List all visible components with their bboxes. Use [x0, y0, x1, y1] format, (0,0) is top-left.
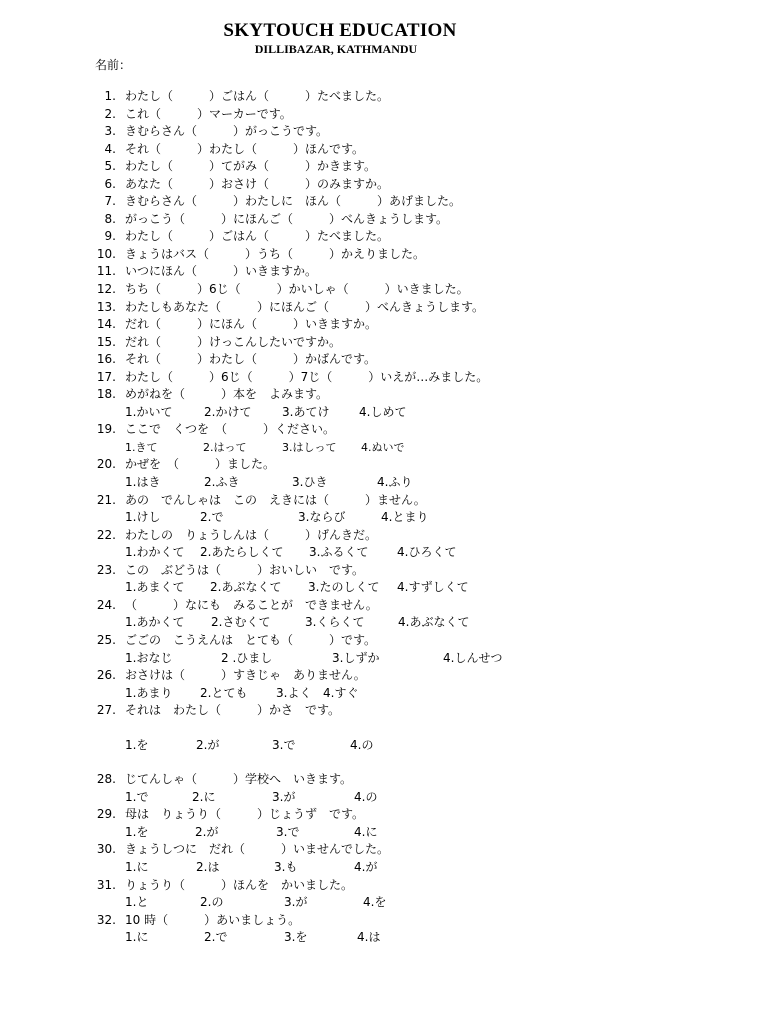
- question-number: 2.: [104, 106, 116, 121]
- question-item: [0, 492, 768, 510]
- question-text: きょうはバス（ ）うち（ ）かえりました。: [125, 246, 426, 261]
- answer-option: 3.ふるくて: [309, 545, 369, 560]
- question-number: 23.: [96, 562, 116, 577]
- question-number: 11.: [96, 264, 116, 279]
- answer-option: 3.くらくて: [305, 615, 365, 630]
- question-text: わたし（ ）6じ（ ）7じ（ ）いえが…みました。: [125, 369, 489, 384]
- answer-option: 4.は: [357, 930, 381, 945]
- question-item: [0, 421, 768, 439]
- answer-options: [0, 439, 768, 457]
- question-item: [0, 141, 768, 159]
- question-number: 29.: [96, 807, 116, 822]
- answer-option: 2.に: [192, 789, 216, 804]
- answer-option: 4.ふり: [377, 475, 413, 490]
- question-item: [0, 667, 768, 685]
- answer-option: 3.あてけ: [282, 404, 330, 419]
- answer-option: 3.ならび: [298, 510, 346, 525]
- answer-option: 2 .ひまし: [221, 650, 273, 665]
- question-text: じてんしゃ（ ）学校へ いきます。: [125, 772, 353, 787]
- question-number: 20.: [96, 457, 116, 472]
- answer-option: 2.ふき: [204, 475, 240, 490]
- question-text: 母は りょうり（ ）じょうず です。: [125, 807, 365, 822]
- question-item: [0, 193, 768, 211]
- answer-option: 2.の: [200, 895, 224, 910]
- question-text: それは わたし（ ）かさ です。: [125, 703, 341, 718]
- answer-option: 1.けし: [125, 510, 161, 525]
- question-item: [0, 123, 768, 141]
- document-title: SKYTOUCH EDUCATION: [223, 20, 457, 41]
- question-item: [0, 263, 768, 281]
- answer-option: 3.も: [274, 859, 298, 874]
- question-number: 14.: [96, 317, 116, 332]
- name-label: 名前：: [95, 58, 132, 72]
- question-item: [0, 597, 768, 615]
- answer-option: 2.はって: [203, 440, 247, 454]
- document-subtitle: DILLIBAZAR, KATHMANDU: [254, 42, 418, 56]
- answer-option: 4.しんせつ: [443, 650, 503, 665]
- question-item: [0, 106, 768, 124]
- answer-options: [0, 474, 768, 492]
- question-text: それ（ ）わたし（ ）ほんです。: [125, 141, 365, 156]
- question-text: この ぶどうは（ ）おいしい です。: [125, 562, 365, 577]
- answer-option: 1.きて: [125, 440, 158, 454]
- question-text: わたし（ ）ごはん（ ）たべました。: [125, 89, 390, 103]
- answer-option: 2.で: [200, 510, 224, 525]
- answer-option: 3.が: [272, 789, 296, 804]
- question-number: 27.: [96, 703, 116, 718]
- question-item: [0, 456, 768, 474]
- question-text: きむらさん（ ）がっこうです。: [125, 124, 329, 139]
- question-text: わたしの りょうしんは（ ）げんきだ。: [125, 527, 378, 542]
- question-number: 15.: [96, 334, 116, 349]
- answer-option: 2.とても: [200, 685, 248, 700]
- question-item: [0, 176, 768, 194]
- answer-options: [0, 544, 768, 562]
- question-item: [0, 316, 768, 334]
- question-number: 17.: [96, 369, 116, 384]
- question-item: [0, 369, 768, 387]
- question-text: ちち（ ）6じ（ ）かいしゃ（ ）いきました。: [125, 282, 469, 297]
- question-number: 22.: [96, 527, 116, 542]
- question-item: [0, 841, 768, 859]
- answer-option: 1.わかくて: [125, 545, 185, 560]
- question-item: [0, 702, 768, 720]
- answer-option: 3.で: [276, 824, 300, 839]
- answer-option: 1.かいて: [125, 404, 173, 419]
- answer-option: 4.が: [354, 859, 378, 874]
- question-text: かぜを （ ）ました。: [125, 457, 276, 472]
- answer-option: 4.あぶなくて: [398, 615, 470, 630]
- answer-option: 3.を: [284, 930, 308, 945]
- answer-option: 2.は: [196, 859, 220, 874]
- answer-options: [0, 685, 768, 703]
- question-text: あの でんしゃは この えきには（ ）ません。: [125, 492, 426, 507]
- question-number: 21.: [96, 492, 116, 507]
- answer-option: 3.たのしくて: [308, 580, 380, 595]
- question-item: [0, 334, 768, 352]
- question-number: 32.: [96, 912, 116, 927]
- answer-option: 2.で: [204, 930, 228, 945]
- question-number: 24.: [96, 597, 116, 612]
- question-number: 26.: [96, 668, 116, 683]
- answer-options: [0, 509, 768, 527]
- answer-option: 3.よく: [276, 685, 312, 700]
- question-item: [0, 211, 768, 229]
- question-text: 10 時（ ）あいましょう。: [125, 912, 301, 927]
- answer-option: 1.おなじ: [125, 650, 173, 665]
- question-item: [0, 877, 768, 895]
- question-number: 18.: [96, 387, 116, 402]
- question-number: 30.: [96, 842, 116, 857]
- question-text: あなた（ ）おさけ（ ）のみますか。: [125, 176, 390, 191]
- question-item: [0, 228, 768, 246]
- question-number: 10.: [96, 246, 116, 261]
- answer-option: 2.が: [195, 824, 219, 839]
- question-item: [0, 806, 768, 824]
- answer-option: 3.はしって: [282, 440, 337, 454]
- answer-option: 1.に: [125, 859, 149, 874]
- question-item: [0, 281, 768, 299]
- answer-options: [0, 650, 768, 668]
- question-text: わたしもあなた（ ）にほんご（ ）べんきょうします。: [125, 299, 485, 314]
- answer-option: 2.かけて: [204, 404, 252, 419]
- answer-option: 4.すぐ: [323, 685, 359, 700]
- question-number: 31.: [96, 877, 116, 892]
- answer-options: [0, 894, 768, 912]
- answer-option: 1.あまくて: [125, 580, 185, 595]
- answer-option: 1.を: [125, 737, 149, 752]
- answer-option: 4.すずしくて: [397, 580, 469, 595]
- answer-options: [0, 859, 768, 877]
- answer-option: 1.を: [125, 824, 149, 839]
- question-item: [0, 562, 768, 580]
- question-text: ここで くつを （ ）ください。: [125, 422, 336, 437]
- question-item: [0, 912, 768, 930]
- answer-options: [0, 737, 768, 755]
- answer-option: 2.あたらしくて: [200, 545, 284, 560]
- question-number: 3.: [104, 124, 116, 139]
- question-text: それ（ ）わたし（ ）かばんです。: [125, 352, 377, 367]
- answer-option: 4.の: [354, 789, 378, 804]
- question-number: 16.: [96, 352, 116, 367]
- question-item: [0, 299, 768, 317]
- question-item: [0, 246, 768, 264]
- answer-option: 3.ひき: [292, 475, 328, 490]
- question-text: これ（ ）マーカーです。: [125, 106, 292, 121]
- answer-options: [0, 404, 768, 422]
- question-item: [0, 632, 768, 650]
- question-number: 1.: [104, 89, 116, 103]
- answer-option: 1.はき: [125, 475, 161, 490]
- answer-option: 1.で: [125, 789, 149, 804]
- answer-options: [0, 929, 768, 947]
- question-number: 7.: [104, 194, 116, 209]
- answer-option: 3.しずか: [332, 650, 380, 665]
- question-number: 19.: [96, 422, 116, 437]
- question-item: [0, 158, 768, 176]
- answer-option: 2.あぶなくて: [210, 580, 282, 595]
- answer-option: 2.さむくて: [211, 615, 271, 630]
- question-item: [0, 351, 768, 369]
- answer-options: [0, 614, 768, 632]
- question-text: いつにほん（ ）いきますか。: [125, 264, 318, 279]
- question-item: [0, 527, 768, 545]
- question-number: 6.: [104, 176, 116, 191]
- answer-option: 1.あかくて: [125, 615, 185, 630]
- question-number: 12.: [96, 282, 116, 297]
- answer-option: 4.を: [363, 895, 387, 910]
- question-number: 28.: [96, 772, 116, 787]
- question-text: （ ）なにも みることが できません。: [125, 597, 378, 612]
- answer-option: 2.が: [196, 737, 220, 752]
- answer-option: 4.とまり: [381, 510, 429, 525]
- question-item: [0, 386, 768, 404]
- question-text: わたし（ ）てがみ（ ）かきます。: [125, 159, 377, 174]
- question-text: ごごの こうえんは とても（ ）です。: [125, 632, 377, 647]
- answer-option: 4.ぬいで: [361, 440, 405, 454]
- question-number: 8.: [104, 211, 116, 226]
- question-item: [0, 771, 768, 789]
- question-text: だれ（ ）にほん（ ）いきますか。: [125, 317, 378, 332]
- question-item: [0, 88, 768, 106]
- question-number: 9.: [104, 229, 116, 244]
- question-text: きむらさん（ ）わたしに ほん（ ）あげました。: [125, 194, 462, 209]
- answer-options: [0, 789, 768, 807]
- question-list: [0, 88, 768, 947]
- question-number: 25.: [96, 632, 116, 647]
- question-text: きょうしつに だれ（ ）いませんでした。: [125, 842, 390, 857]
- question-text: おさけは（ ）すきじゃ ありません。: [125, 668, 366, 683]
- answer-option: 4.の: [350, 737, 374, 752]
- answer-option: 1.と: [125, 895, 149, 910]
- answer-option: 3.で: [272, 737, 296, 752]
- question-number: 5.: [104, 159, 116, 174]
- answer-option: 1.に: [125, 930, 149, 945]
- question-text: りょうり（ ）ほんを かいました。: [125, 877, 354, 892]
- answer-options: [0, 579, 768, 597]
- question-number: 13.: [96, 299, 116, 314]
- answer-option: 1.あまり: [125, 685, 173, 700]
- question-text: わたし（ ）ごはん（ ）たべました。: [125, 229, 390, 244]
- question-number: 4.: [104, 141, 116, 156]
- answer-option: 4.しめて: [359, 404, 407, 419]
- question-text: めがねを（ ）本を よみます。: [125, 387, 329, 402]
- answer-option: 4.ひろくて: [397, 545, 457, 560]
- answer-option: 3.が: [284, 895, 308, 910]
- question-text: がっこう（ ）にほんご（ ）べんきょうします。: [125, 211, 449, 226]
- answer-options: [0, 824, 768, 842]
- answer-option: 4.に: [354, 824, 378, 839]
- question-text: だれ（ ）けっこんしたいですか。: [125, 334, 342, 349]
